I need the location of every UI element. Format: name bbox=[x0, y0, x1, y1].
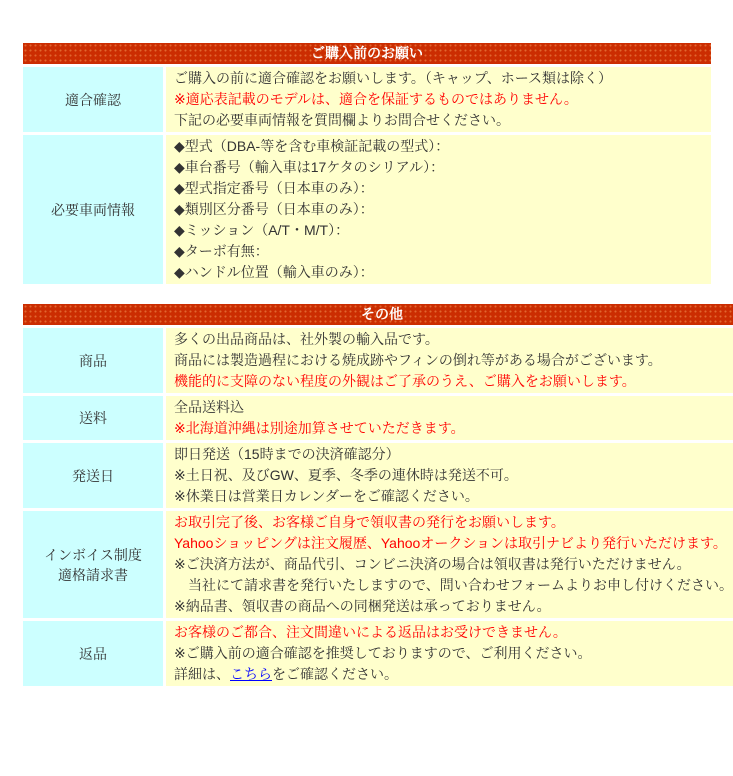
row-content-shipping-fee bbox=[166, 396, 733, 440]
returns-detail-prefix: 詳細は、 bbox=[174, 666, 230, 682]
row-label-text: 必要車両情報 bbox=[51, 201, 135, 218]
vehicle-info-item: ◆車台番号（輸入車は17ケタのシリアル）： bbox=[174, 159, 445, 175]
other-notice-table bbox=[23, 304, 733, 686]
details-link[interactable]: こちら bbox=[230, 666, 272, 682]
row-content-compatibility-check bbox=[166, 67, 711, 132]
vehicle-info-item: ◆ミッション（A/T・M/T）： bbox=[174, 222, 350, 238]
row-content-required-vehicle-info bbox=[166, 135, 711, 284]
purchase-notice-title: ご購入前のお願い bbox=[23, 43, 711, 64]
row-label-text: 送料 bbox=[79, 410, 107, 426]
notice-line: ※ご購入前の適合確認を推奨しておりますので、ご利用ください。 bbox=[174, 645, 592, 661]
row-label-text: 返品 bbox=[79, 645, 107, 662]
notice-line: ※納品書、領収書の商品への同梱発送は承っておりません。 bbox=[174, 598, 551, 614]
row-content-shipping-date bbox=[166, 443, 733, 508]
row-label-text: 適合確認 bbox=[65, 91, 121, 108]
row-label-product bbox=[23, 328, 163, 393]
row-label-shipping-date bbox=[23, 443, 163, 508]
row-content-product bbox=[166, 328, 733, 393]
notice-line: ※土日祝、及びGW、夏季、冬季の連休時は発送不可。 bbox=[174, 467, 518, 483]
notice-line: ※休業日は営業日カレンダーをご確認ください。 bbox=[174, 488, 479, 504]
row-content-invoice bbox=[166, 511, 733, 618]
row-label-text: 発送日 bbox=[72, 467, 114, 484]
purchase-notice-table bbox=[23, 43, 711, 284]
notice-line-warning: ※適応表記載のモデルは、適合を保証するものではありません。 bbox=[174, 91, 578, 107]
row-label-shipping-fee bbox=[23, 396, 163, 440]
notice-line: 多くの出品商品は、社外製の輸入品です。 bbox=[174, 331, 439, 347]
notice-line-warning: Yahooショッピングは注文履歴、Yahooオークションは取引ナビより発行いただけます。 bbox=[174, 535, 727, 551]
row-label-required-vehicle-info bbox=[23, 135, 163, 284]
notice-line: 即日発送（15時までの決済確認分） bbox=[174, 446, 400, 462]
notice-line-warning: ※北海道沖縄は別途加算させていただきます。 bbox=[174, 420, 465, 436]
notice-line: 商品には製造過程における焼成跡やフィンの倒れ等がある場合がございます。 bbox=[174, 352, 662, 368]
notice-line-warning: お取引完了後、お客様ご自身で領収書の発行をお願いします。 bbox=[174, 514, 565, 530]
notice-line: ※ご決済方法が、商品代引、コンビニ決済の場合は領収書は発行いただけません。 bbox=[174, 556, 691, 572]
row-label-text-sub: 適格請求書 bbox=[58, 566, 128, 583]
notice-line-warning: 機能的に支障のない程度の外観はご了承のうえ、ご購入をお願いします。 bbox=[174, 373, 636, 389]
row-label-text: 商品 bbox=[79, 352, 107, 369]
vehicle-info-item: ◆ハンドル位置（輸入車のみ）： bbox=[174, 264, 374, 280]
notice-line: 下記の必要車両情報を質問欄よりお問合せください。 bbox=[174, 112, 510, 128]
row-label-compatibility-check bbox=[23, 67, 163, 132]
row-content-returns bbox=[166, 621, 733, 686]
row-label-text: インボイス制度 bbox=[44, 546, 142, 563]
returns-detail-line bbox=[174, 664, 733, 685]
returns-detail-suffix: をご確認ください。 bbox=[272, 666, 398, 682]
vehicle-info-item: ◆類別区分番号（日本車のみ）： bbox=[174, 201, 374, 217]
notice-line-warning: お客様のご都合、注文間違いによる返品はお受けできません。 bbox=[174, 624, 567, 640]
vehicle-info-item: ◆ターボ有無： bbox=[174, 243, 269, 259]
notice-line: 当社にて請求書を発行いたしますので、問い合わせフォームよりお申し付けください。 bbox=[174, 577, 733, 593]
notice-line: 全品送料込 bbox=[174, 399, 244, 415]
vehicle-info-item: ◆型式（DBA-等を含む車検証記載の型式）： bbox=[174, 138, 450, 154]
vehicle-info-item: ◆型式指定番号（日本車のみ）： bbox=[174, 180, 374, 196]
other-notice-title: その他 bbox=[23, 304, 733, 325]
row-label-returns bbox=[23, 621, 163, 686]
row-label-invoice bbox=[23, 511, 163, 618]
notice-page bbox=[23, 43, 733, 686]
notice-line: ご購入の前に適合確認をお願いします。（キャップ、ホース類は除く） bbox=[174, 70, 613, 86]
